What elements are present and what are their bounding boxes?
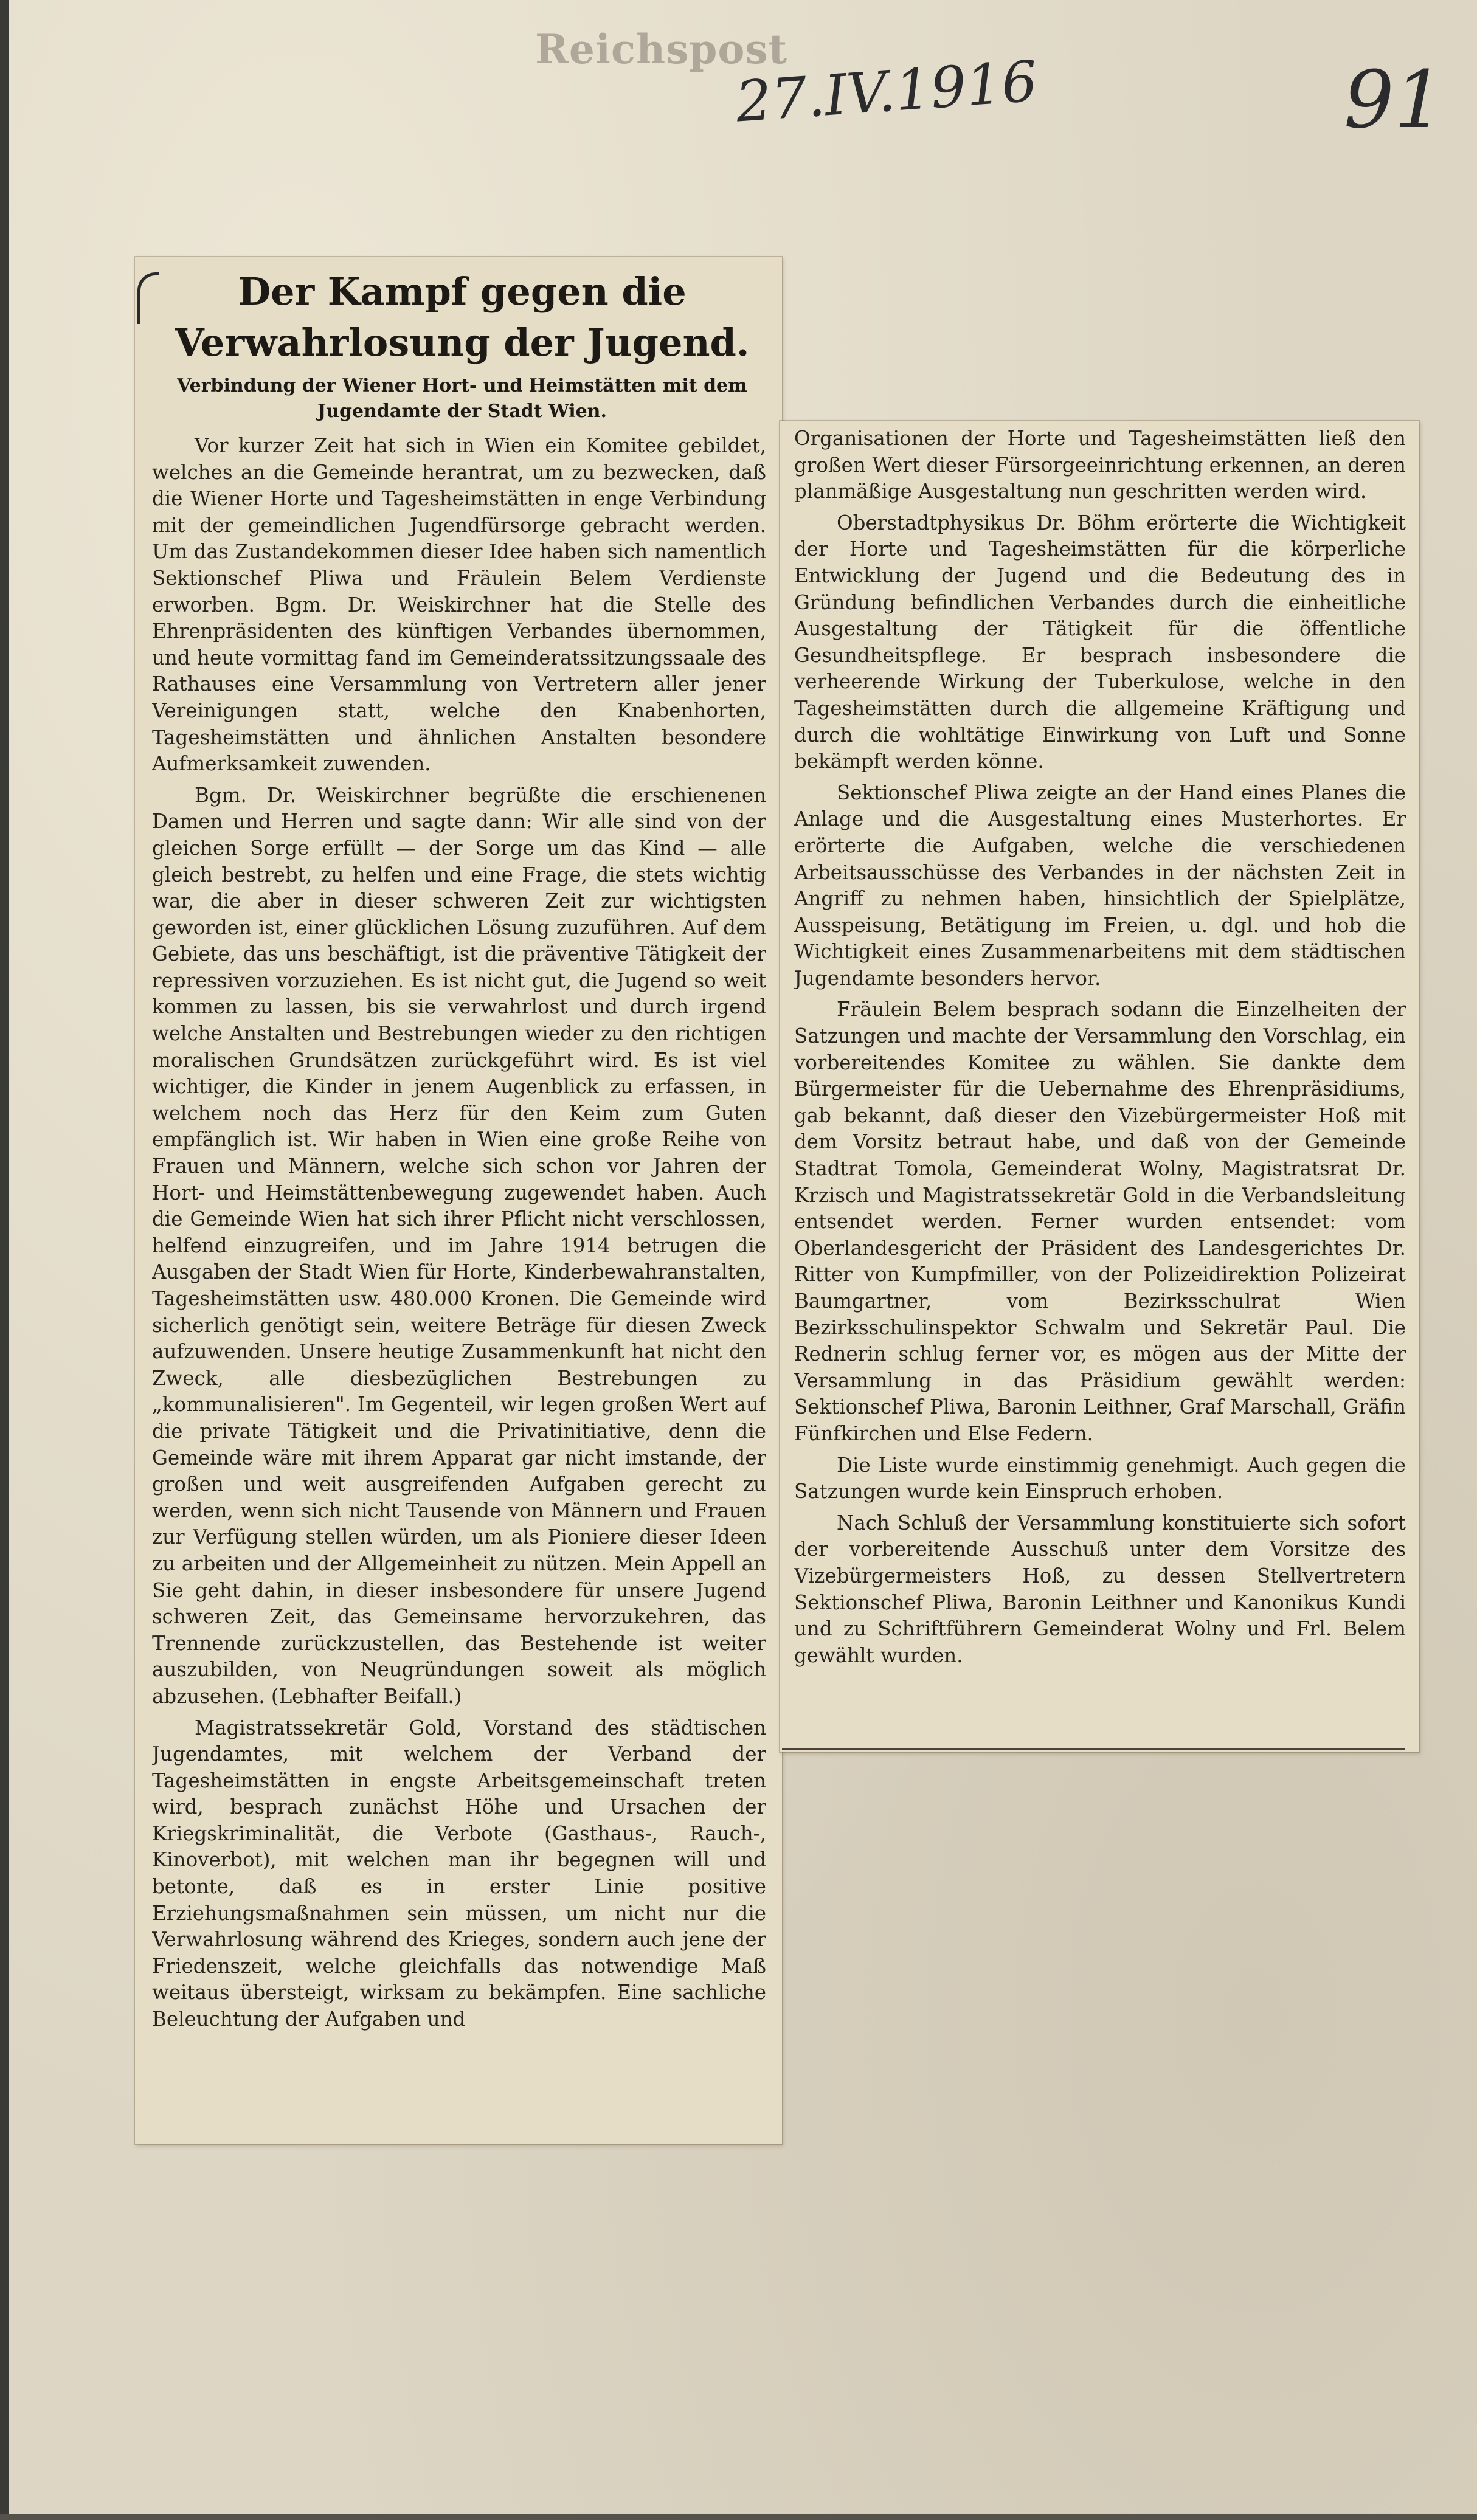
paragraph: Oberstadtphysikus Dr. Böhm erörterte die Wichtigkeit der Horte und Tagesheimstätten für die körperliche Entwicklung der Jugend und die Bedeutung des in Gründung befindlichen Verbandes durch die einheitliche Ausgestaltung der Tätigkeit für die öffentliche Gesundheitspflege. Er besprach insbesondere die verheerende Wirkung der Tuberkulose, welche in den Tagesheimstätten durch die allgemeine Kräftigung und durch die wohltätige Einwirkung von Luft und Sonne bekämpft werden könne.: [794, 511, 1406, 773]
paragraph: Vor kurzer Zeit hat sich in Wien ein Komitee gebildet, welches an die Gemeinde herantrat, um zu bezwecken, daß die Wiener Horte und Tagesheimstätten in enge Verbindung mit der gemeindlichen Jugendfürsorge gebracht werden. Um das Zustandekommen dieser Idee haben sich namentlich Sektionschef Pliwa und Fräulein Belem Verdienste erworben. Bgm. Dr. Weiskirchner hat die Stelle des Ehrenpräsidenten des künftigen Verbandes übernommen, und heute vormittag fand im Gemeinderatssitzungssaale des Rathauses eine Versammlung von Vertretern aller jener Vereinigungen statt, welche den Knabenhorten, Tagesheimstätten und ähnlichen Anstalten besondere Aufmerksamkeit zuwenden.: [152, 434, 766, 776]
handwritten-page-number: 91: [1344, 54, 1445, 146]
article-subtitle: Verbindung der Wiener Hort- und Heimstätten mit dem Jugendamte der Stadt Wien.: [177, 375, 747, 422]
paragraph: Die Liste wurde einstimmig genehmigt. Auch gegen die Satzungen wurde kein Einspruch erhoben.: [794, 1453, 1406, 1503]
paragraph: Organisationen der Horte und Tagesheimstätten ließ den großen Wert dieser Fürsorgeeinrichtung erkennen, an deren planmäßige Ausgestaltung nun geschritten werden wird.: [794, 427, 1406, 503]
newspaper-stamp: Reichspost: [535, 26, 788, 73]
article-column-left: [152, 433, 766, 2129]
scan-edge-bottom: [0, 2514, 1477, 2520]
paragraph: Fräulein Belem besprach sodann die Einzelheiten der Satzungen und machte der Versammlung den Vorschlag, ein vorbereitendes Komitee zu wählen. Sie dankte dem Bürgermeister für die Uebernahme des Ehrenpräsidiums, gab bekannt, daß dieser den Vizebürgermeister Hoß mit dem Vorsitz betraut habe, und daß von der Gemeinde Stadtrat Tomola, Gemeinderat Wolny, Magistratsrat Dr. Krzisch und Magistratssekretär Gold in die Verbandsleitung entsendet werden. Ferner wurden entsendet: vom Oberlandesgericht der Präsident des Landesgerichtes Dr. Ritter von Kumpfmiller, von der Polizeidirektion Polizeirat Baumgartner, vom Bezirksschulrat Wien Bezirksschulinspektor Schwalm und Sekretär Paul. Die Rednerin schlug ferner vor, es mögen aus der Mitte der Versammlung in das Präsidium gewählt werden: Sektionschef Pliwa, Baronin Leithner, Graf Marschall, Gräfin Fünfkirchen und Else Federn.: [794, 998, 1406, 1445]
column-end-rule: [782, 1748, 1405, 1750]
paragraph: Magistratssekretär Gold, Vorstand des städtischen Jugendamtes, mit welchem der Verband der Tagesheimstätten in engste Arbeitsgemeinschaft treten wird, besprach zunächst Höhe und Ursachen der Kriegskriminalität, die Verbote (Gasthaus-, Rauch-, Kinoverbot), mit welchen man ihr begegnen will und betonte, daß es in erster Linie positive Erziehungsmaßnahmen sein müssen, um nicht nur die Verwahrlosung während des Krieges, sondern auch jene der Friedenszeit, welche gleichfalls das notwendige Maß weitaus übersteigt, wirksam zu bekämpfen. Eine sachliche Beleuchtung der Aufgaben und: [152, 1716, 766, 2031]
handwritten-date: 27.IV.1916: [733, 49, 1040, 135]
paragraph: Nach Schluß der Versammlung konstituierte sich sofort der vorbereitende Ausschuß unter dem Vorsitze des Vizebürgermeisters Hoß, zu dessen Stellvertretern Sektionschef Pliwa, Baronin Leithner und Kanonikus Kundi und zu Schriftführern Gemeinderat Wolny und Frl. Belem gewählt wurden.: [794, 1511, 1406, 1667]
article-column-right: [794, 426, 1406, 1739]
article-title: Der Kampf gegen die Verwahrlosung der Jugend.: [175, 269, 750, 365]
paragraph: Bgm. Dr. Weiskirchner begrüßte die erschienenen Damen und Herren und sagte dann: Wir alle sind von der gleichen Sorge erfüllt — der Sorge um das Kind — alle gleich bestrebt, zu helfen und eine Frage, die stets wichtig war, die aber in dieser schweren Zeit zur wichtigsten geworden ist, einer glücklichen Lösung zuzuführen. Auf dem Gebiete, das uns beschäftigt, ist die präventive Tätigkeit der repressiven vorzuziehen. Es ist nicht gut, die Jugend so weit kommen zu lassen, bis sie verwahrlost und durch irgend welche Anstalten und Bestrebungen wieder zu den richtigen moralischen Grundsätzen zurückgeführt wird. Es ist viel wichtiger, die Kinder in jenem Augenblick zu erfassen, in welchem noch das Herz für den Keim zum Guten empfänglich ist. Wir haben in Wien eine große Reihe von Frauen und Männern, welche sich schon vor Jahren der Hort- und Heimstättenbewegung zugewendet haben. Auch die Gemeinde Wien hat sich ihrer Pflicht nicht verschlossen, helfend einzugreifen, und im Jahre 1914 betrugen die Ausgaben der Stadt Wien für Horte, Kinderbewahranstalten, Tagesheimstätten usw. 480.000 Kronen. Die Gemeinde wird sicherlich genötigt sein, weitere Beträge für diesen Zweck aufzuwenden. Unsere heutige Zusammenkunft hat nicht den Zweck, alle diesbezüglichen Bestrebungen zu „kommunalisieren". Im Gegenteil, wir legen großen Wert auf die private Tätigkeit und die Privatinitiative, denn die Gemeinde wäre mit ihrem Apparat gar nicht imstande, der großen und weit ausgreifenden Aufgaben gerecht zu werden, wenn sich nicht Tausende von Männern und Frauen zur Verfügung stellen würden, um als Pioniere dieser Ideen zu arbeiten und der Allgemeinheit zu nützen. Mein Appell an Sie geht dahin, in dieser insbesondere für unsere Jugend schweren Zeit, das Gemeinsame hervorzukehren, das Trennende zurückzustellen, das Bestehende ist weiter auszubilden, von Neugründungen soweit als möglich abzusehen. (Lebhafter Beifall.): [152, 783, 766, 1708]
paragraph: Sektionschef Pliwa zeigte an der Hand eines Planes die Anlage und die Ausgestaltung eines Musterhortes. Er erörterte die Aufgaben, welche die verschiedenen Arbeitsausschüsse des Verbandes in der nächsten Zeit in Angriff zu nehmen haben, hinsichtlich der Spielplätze, Ausspeisung, Betätigung im Freien, u. dgl. und hob die Wichtigkeit eines Zusammenarbeitens mit dem städtischen Jugendamte besonders hervor.: [794, 781, 1406, 990]
scan-edge-left: [0, 0, 9, 2520]
